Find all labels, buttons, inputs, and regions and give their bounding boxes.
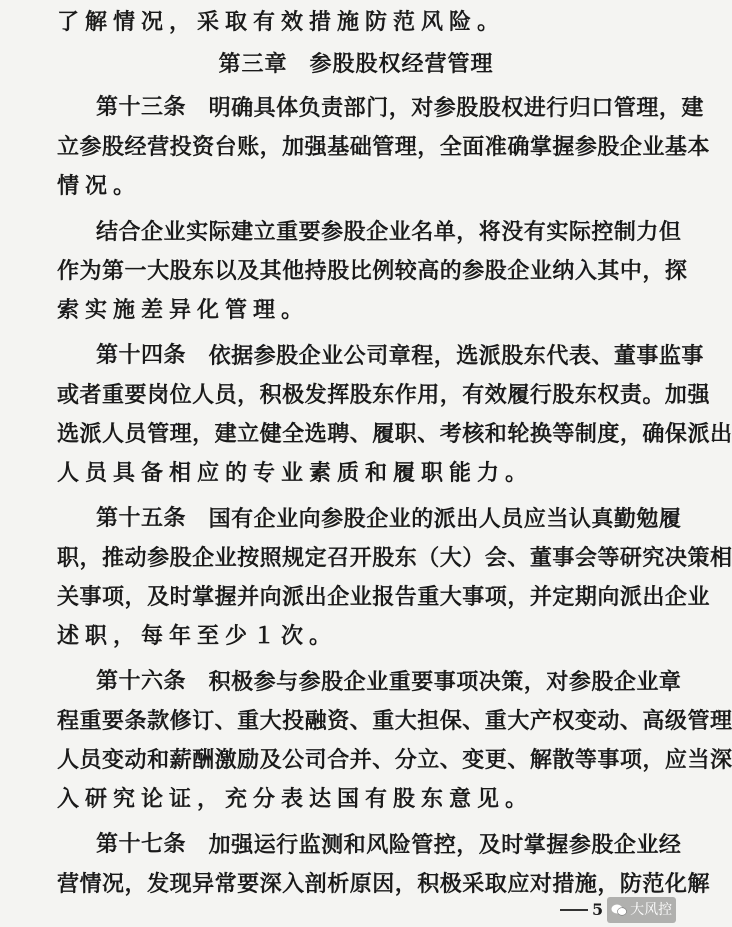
text-line: 第 十 三 条 明 确 具 体 负 责 部 门 ， 对 参 股 股 权 进 行 归 口 管 理 ， 建 [96, 95, 704, 121]
chapter-name: 参股股权经营管理 [309, 52, 494, 77]
text-line: 第 十 七 条 加 强 运 行 监 测 和 风 险 管 控 ， 及 时 掌 握 参 股 企 业 经 [96, 832, 682, 858]
text-line: 入研究论证，充分表达国有股东意见。 [57, 786, 534, 812]
text-line: 选 派 人 员 管 理 ， 建 立 健 全 选 聘 、 履 职 、 考 核 和 轮 换 等 制 度 ， 确 保 派 出 [57, 421, 732, 447]
text-line: 人员具备相应的专业素质和履职能力。 [57, 460, 534, 486]
text-line: 索实施差异化管理。 [57, 297, 310, 323]
text-line: 了解情况，采取有效措施防范风险。 [57, 9, 506, 35]
text-line: 职 ， 推 动 参 股 企 业 按 照 规 定 召 开 股 东 （ 大 ） 会 、 董 事 会 等 研 究 决 策 相 [57, 545, 732, 571]
text-line: 第 十 四 条 依 据 参 股 企 业 公 司 章 程 ， 选 派 股 东 代 表 、 董 事 监 事 [96, 343, 704, 369]
dash-divider [560, 909, 588, 911]
text-line: 结 合 企 业 实 际 建 立 重 要 参 股 企 业 名 单 ， 将 没 有 实 际 控 制 力 但 [96, 219, 682, 245]
watermark-text: 大风控 [630, 902, 673, 918]
watermark [607, 897, 676, 923]
text-line: 或 者 重 要 岗 位 人 员 ， 积 极 发 挥 股 东 作 用 ， 有 效 履 行 股 东 权 责 。 加 强 [57, 382, 710, 408]
wechat-icon [611, 903, 627, 917]
text-line: 第 十 五 条 国 有 企 业 向 参 股 企 业 的 派 出 人 员 应 当 认 真 勤 勉 履 [96, 506, 682, 532]
text-line: 述职，每年至少１次。 [57, 623, 338, 649]
text-line: 情况。 [57, 173, 142, 199]
text-line: 立 参 股 经 营 投 资 台 账 ， 加 强 基 础 管 理 ， 全 面 准 确 掌 握 参 股 企 业 基 本 [57, 134, 710, 160]
chapter-heading [0, 45, 712, 85]
page-footer [560, 898, 676, 922]
text-line: 作 为 第 一 大 股 东 以 及 其 他 持 股 比 例 较 高 的 参 股 企 业 纳 入 其 中 ， 探 [57, 258, 688, 284]
text-line: 关 事 项 ， 及 时 掌 握 并 向 派 出 企 业 报 告 重 大 事 项 ， 并 定 期 向 派 出 企 业 [57, 584, 710, 610]
text-line: 营 情 况 ， 发 现 异 常 要 深 入 剖 析 原 因 ， 积 极 采 取 应 对 措 施 ， 防 范 化 解 [57, 871, 710, 897]
page-number: 5 [592, 900, 604, 919]
text-line: 人 员 变 动 和 薪 酬 激 励 及 公 司 合 并 、 分 立 、 变 更 、 解 散 等 事 项 ， 应 当 深 [57, 747, 732, 773]
chapter-number: 第三章 [218, 52, 288, 77]
text-line: 第 十 六 条 积 极 参 与 参 股 企 业 重 要 事 项 决 策 ， 对 参 股 企 业 章 [96, 669, 682, 695]
text-line: 程 重 要 条 款 修 订 、 重 大 投 融 资 、 重 大 担 保 、 重 大 产 权 变 动 、 高 级 管 理 [57, 708, 732, 734]
